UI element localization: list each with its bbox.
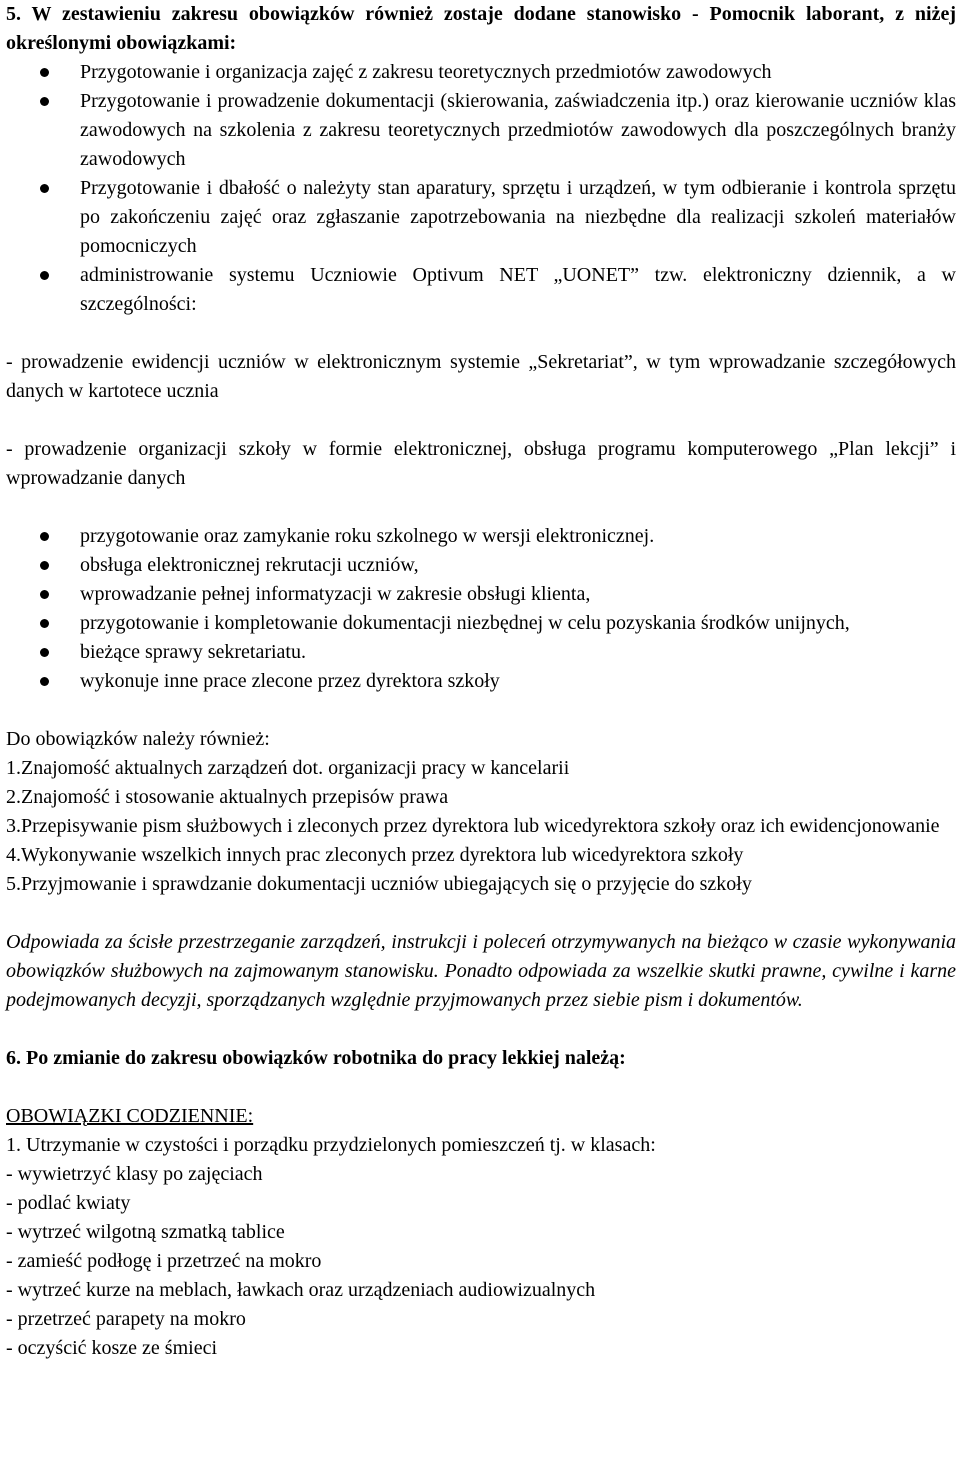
- task-item: - wytrzeć wilgotną szmatką tablice: [6, 1221, 285, 1243]
- task-item: - przetrzeć parapety na mokro: [6, 1308, 246, 1330]
- list-item: przygotowanie i kompletowanie dokumentacji niezbędnej w celu pozyskania środków unijnych,: [6, 609, 956, 638]
- bullet-icon: [40, 97, 49, 106]
- task-item: - zamieść podłogę i przetrzeć na mokro: [6, 1250, 322, 1272]
- daily-duties-label: OBOWIĄZKI CODZIENNIE:: [6, 1105, 254, 1127]
- list-item: obsługa elektronicznej rekrutacji uczniów,: [6, 551, 956, 580]
- section-6-heading: 6. Po zmianie do zakresu obowiązków robotnika do pracy lekkiej należą:: [6, 1047, 626, 1069]
- dash-item-sekretariat: - prowadzenie ewidencji uczniów w elektronicznym systemie „Sekretariat”, w tym wprowadzanie szczegółowych danych w kartotece ucznia: [6, 351, 956, 402]
- numbered-item: 1.Znajomość aktualnych zarządzeń dot. organizacji pracy w kancelarii: [6, 757, 570, 779]
- responsibility-paragraph: Odpowiada za ścisłe przestrzeganie zarządzeń, instrukcji i poleceń otrzymywanych na bieżąco w czasie wykonywania obowiązków służbowych na zajmowanym stanowisku. Ponadto odpowiada za wszelkie skutki prawne, cywilne i karne podejmowanych decyzji, sporządzanych względnie przyjmowanych przez siebie pism i dokumentów.: [6, 931, 956, 1011]
- numbered-item: 4.Wykonywanie wszelkich innych prac zleconych przez dyrektora lub wicedyrektora szkoły: [6, 844, 744, 866]
- numbered-item: 3.Przepisywanie pism służbowych i zleconych przez dyrektora lub wicedyrektora szkoły oraz ich ewidencjonowanie: [6, 815, 940, 837]
- bullet-icon: [40, 68, 49, 77]
- numbered-item: 2.Znajomość i stosowanie aktualnych przepisów prawa: [6, 786, 449, 808]
- list-item: bieżące sprawy sekretariatu.: [6, 638, 956, 667]
- task-item: - oczyścić kosze ze śmieci: [6, 1337, 218, 1359]
- bullet-icon: [40, 648, 49, 657]
- bullet-list-b: [6, 522, 956, 696]
- task-item: - podlać kwiaty: [6, 1192, 131, 1214]
- task-item: - wywietrzyć klasy po zajęciach: [6, 1163, 263, 1185]
- dash-item-plan-lekcji: - prowadzenie organizacji szkoły w formie elektronicznej, obsługa programu komputerowego „Plan lekcji” i wprowadzanie danych: [6, 438, 956, 489]
- list-item: wprowadzanie pełnej informatyzacji w zakresie obsługi klienta,: [6, 580, 956, 609]
- list-item: Przygotowanie i organizacja zajęć z zakresu teoretycznych przedmiotów zawodowych: [6, 58, 956, 87]
- list-item: wykonuje inne prace zlecone przez dyrektora szkoły: [6, 667, 956, 696]
- bullet-icon: [40, 532, 49, 541]
- also-duties-label: Do obowiązków należy również:: [6, 728, 270, 750]
- bullet-icon: [40, 677, 49, 686]
- list-item: administrowanie systemu Uczniowie Optivum NET „UONET” tzw. elektroniczny dziennik, a w szczególności:: [6, 261, 956, 319]
- list-item: przygotowanie oraz zamykanie roku szkolnego w wersji elektronicznej.: [6, 522, 956, 551]
- section-5-heading: 5. W zestawieniu zakresu obowiązków również zostaje dodane stanowisko - Pomocnik laborant, z niżej określonymi obowiązkami:: [6, 3, 956, 54]
- bullet-icon: [40, 619, 49, 628]
- task-item: - wytrzeć kurze na meblach, ławkach oraz urządzeniach audiowizualnych: [6, 1279, 596, 1301]
- bullet-icon: [40, 184, 49, 193]
- document-body: [6, 0, 956, 1363]
- bullet-list-a: [6, 58, 956, 319]
- bullet-icon: [40, 561, 49, 570]
- numbered-item: 5.Przyjmowanie i sprawdzanie dokumentacji uczniów ubiegających się o przyjęcie do szkoły: [6, 873, 752, 895]
- list-item: Przygotowanie i prowadzenie dokumentacji (skierowania, zaświadczenia itp.) oraz kierowanie uczniów klas zawodowych na szkolenia z zakresu teoretycznych przedmiotów zawodowych dla poszczególnych branży zawodowych: [6, 87, 956, 174]
- bullet-icon: [40, 590, 49, 599]
- bullet-icon: [40, 271, 49, 280]
- daily-item-1: 1. Utrzymanie w czystości i porządku przydzielonych pomieszczeń tj. w klasach:: [6, 1134, 656, 1156]
- list-item: Przygotowanie i dbałość o należyty stan aparatury, sprzętu i urządzeń, w tym odbieranie i kontrola sprzętu po zakończeniu zajęć oraz zgłaszanie zapotrzebowania na niezbędne dla realizacji szkoleń materiałów pomocniczych: [6, 174, 956, 261]
